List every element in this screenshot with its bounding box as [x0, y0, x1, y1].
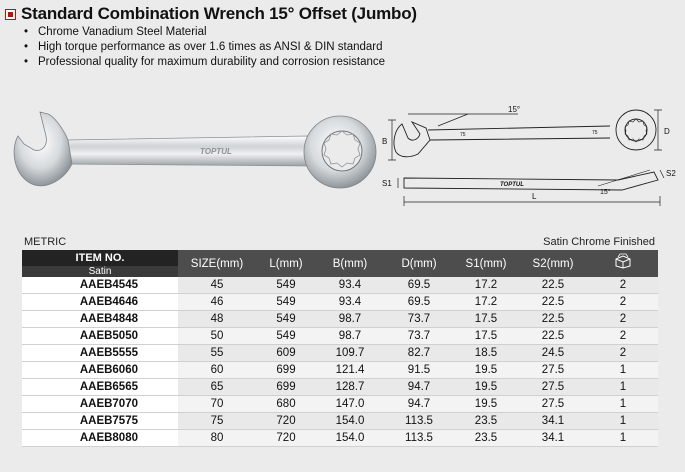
feature-item: • Chrome Vanadium Steel Material — [24, 25, 385, 40]
size-cell: 55 — [178, 345, 256, 362]
table-row — [22, 413, 658, 430]
s2-cell: 27.5 — [518, 396, 588, 413]
d-cell: 91.5 — [384, 362, 454, 379]
table-body — [22, 277, 658, 447]
d-cell: 94.7 — [384, 396, 454, 413]
pack-qty-cell: 2 — [588, 311, 658, 328]
finish-label: Satin Chrome Finished — [543, 236, 655, 248]
col-s2: S2(mm) — [518, 250, 588, 277]
item-no-cell: AAEB4848 — [22, 311, 178, 328]
pack-qty-cell: 2 — [588, 277, 658, 294]
size-cell: 70 — [178, 396, 256, 413]
feature-list — [24, 25, 385, 70]
item-no-cell: AAEB6565 — [22, 379, 178, 396]
d-cell: 73.7 — [384, 311, 454, 328]
angle-bottom-line — [598, 170, 650, 186]
drawing-side-view — [404, 172, 658, 190]
label-s2: S2 — [666, 169, 676, 178]
label-size-right: 75 — [592, 130, 598, 136]
size-cell: 60 — [178, 362, 256, 379]
col-s1: S1(mm) — [454, 250, 518, 277]
s1-cell: 17.5 — [454, 311, 518, 328]
table-row — [22, 294, 658, 311]
page-title: Standard Combination Wrench 15° Offset (Jumbo) — [21, 4, 417, 23]
label-angle-top: 15° — [508, 105, 521, 114]
size-cell: 45 — [178, 277, 256, 294]
pack-qty-cell: 1 — [588, 413, 658, 430]
angle-top-line — [408, 114, 518, 126]
item-no-cell: AAEB4646 — [22, 294, 178, 311]
label-angle-bottom: 15° — [600, 189, 611, 196]
d-cell: 69.5 — [384, 294, 454, 311]
length-cell: 699 — [256, 362, 316, 379]
label-s1: S1 — [382, 179, 392, 188]
table-row — [22, 328, 658, 345]
s1-cell: 17.2 — [454, 277, 518, 294]
s1-cell: 23.5 — [454, 413, 518, 430]
drawing-open-end — [394, 122, 430, 157]
s2-cell: 22.5 — [518, 277, 588, 294]
label-l: L — [532, 192, 537, 201]
drawing-handle — [428, 126, 610, 140]
table-row — [22, 311, 658, 328]
spec-table — [22, 250, 658, 447]
col-length: L(mm) — [256, 250, 316, 277]
d-cell: 94.7 — [384, 379, 454, 396]
d-cell: 82.7 — [384, 345, 454, 362]
pack-qty-cell: 2 — [588, 294, 658, 311]
b-cell: 93.4 — [316, 277, 384, 294]
length-cell: 549 — [256, 328, 316, 345]
item-no-cell: AAEB7575 — [22, 413, 178, 430]
length-cell: 549 — [256, 277, 316, 294]
table-row — [22, 345, 658, 362]
table-row — [22, 396, 658, 413]
size-cell: 48 — [178, 311, 256, 328]
col-pack — [588, 250, 658, 277]
s2-cell: 24.5 — [518, 345, 588, 362]
size-cell: 46 — [178, 294, 256, 311]
pack-qty-cell: 2 — [588, 345, 658, 362]
pack-qty-cell: 1 — [588, 379, 658, 396]
s1-cell: 19.5 — [454, 362, 518, 379]
table-row — [22, 362, 658, 379]
s1-cell: 19.5 — [454, 396, 518, 413]
d-cell: 113.5 — [384, 430, 454, 447]
s1-cell: 18.5 — [454, 345, 518, 362]
table-row — [22, 430, 658, 447]
length-cell: 720 — [256, 430, 316, 447]
table-row — [22, 277, 658, 294]
size-cell: 50 — [178, 328, 256, 345]
label-d: D — [664, 127, 670, 136]
table-row — [22, 379, 658, 396]
dim-d-line — [654, 110, 662, 150]
item-no-cell: AAEB7070 — [22, 396, 178, 413]
b-cell: 98.7 — [316, 311, 384, 328]
open-end-head — [14, 112, 72, 186]
b-cell: 154.0 — [316, 413, 384, 430]
box-icon — [614, 253, 632, 269]
b-cell: 98.7 — [316, 328, 384, 345]
photo-brand-mark: TOPTUL — [200, 147, 232, 156]
s1-cell: 23.5 — [454, 430, 518, 447]
length-cell: 549 — [256, 311, 316, 328]
item-no-cell: AAEB8080 — [22, 430, 178, 447]
s2-cell: 27.5 — [518, 362, 588, 379]
pack-qty-cell: 2 — [588, 328, 658, 345]
s2-cell: 34.1 — [518, 430, 588, 447]
d-cell: 73.7 — [384, 328, 454, 345]
label-size-left: 75 — [460, 132, 466, 138]
length-cell: 720 — [256, 413, 316, 430]
drawing-brand-mark: TOPTUL — [500, 182, 524, 188]
d-cell: 113.5 — [384, 413, 454, 430]
item-no-cell: AAEB5050 — [22, 328, 178, 345]
table-header-row — [22, 250, 658, 266]
drawing-ring-outer — [616, 110, 656, 150]
length-cell: 549 — [256, 294, 316, 311]
b-cell: 121.4 — [316, 362, 384, 379]
b-cell: 109.7 — [316, 345, 384, 362]
length-cell: 609 — [256, 345, 316, 362]
col-item-no: ITEM NO. — [22, 250, 178, 266]
item-no-cell: AAEB6060 — [22, 362, 178, 379]
length-cell: 680 — [256, 396, 316, 413]
pack-qty-cell: 1 — [588, 430, 658, 447]
s2-cell: 22.5 — [518, 294, 588, 311]
s2-cell: 22.5 — [518, 328, 588, 345]
s2-cell: 22.5 — [518, 311, 588, 328]
size-cell: 80 — [178, 430, 256, 447]
pack-qty-cell: 1 — [588, 362, 658, 379]
wrench-photo — [8, 106, 380, 202]
item-no-cell: AAEB4545 — [22, 277, 178, 294]
length-cell: 699 — [256, 379, 316, 396]
size-cell: 75 — [178, 413, 256, 430]
s2-cell: 34.1 — [518, 413, 588, 430]
b-cell: 154.0 — [316, 430, 384, 447]
pack-qty-cell: 1 — [588, 396, 658, 413]
b-cell: 147.0 — [316, 396, 384, 413]
feature-item: • High torque performance as over 1.6 times as ANSI & DIN standard — [24, 40, 385, 55]
col-item-finish: Satin — [22, 266, 178, 277]
wrench-handle — [66, 136, 313, 166]
unit-system-label: METRIC — [24, 236, 67, 248]
dim-s2-line — [660, 170, 664, 178]
s2-cell: 27.5 — [518, 379, 588, 396]
s1-cell: 17.5 — [454, 328, 518, 345]
b-cell: 93.4 — [316, 294, 384, 311]
square-bullet-icon — [5, 9, 16, 20]
col-size: SIZE(mm) — [178, 250, 256, 277]
col-d: D(mm) — [384, 250, 454, 277]
dim-b-line — [388, 120, 396, 160]
label-b: B — [382, 137, 388, 146]
s1-cell: 17.2 — [454, 294, 518, 311]
technical-drawing — [368, 100, 680, 212]
feature-item: • Professional quality for maximum durability and corrosion resistance — [24, 55, 385, 70]
ring-opening — [322, 131, 362, 171]
size-cell: 65 — [178, 379, 256, 396]
col-b: B(mm) — [316, 250, 384, 277]
b-cell: 128.7 — [316, 379, 384, 396]
item-no-cell: AAEB5555 — [22, 345, 178, 362]
s1-cell: 19.5 — [454, 379, 518, 396]
d-cell: 69.5 — [384, 277, 454, 294]
title-row — [5, 4, 417, 24]
